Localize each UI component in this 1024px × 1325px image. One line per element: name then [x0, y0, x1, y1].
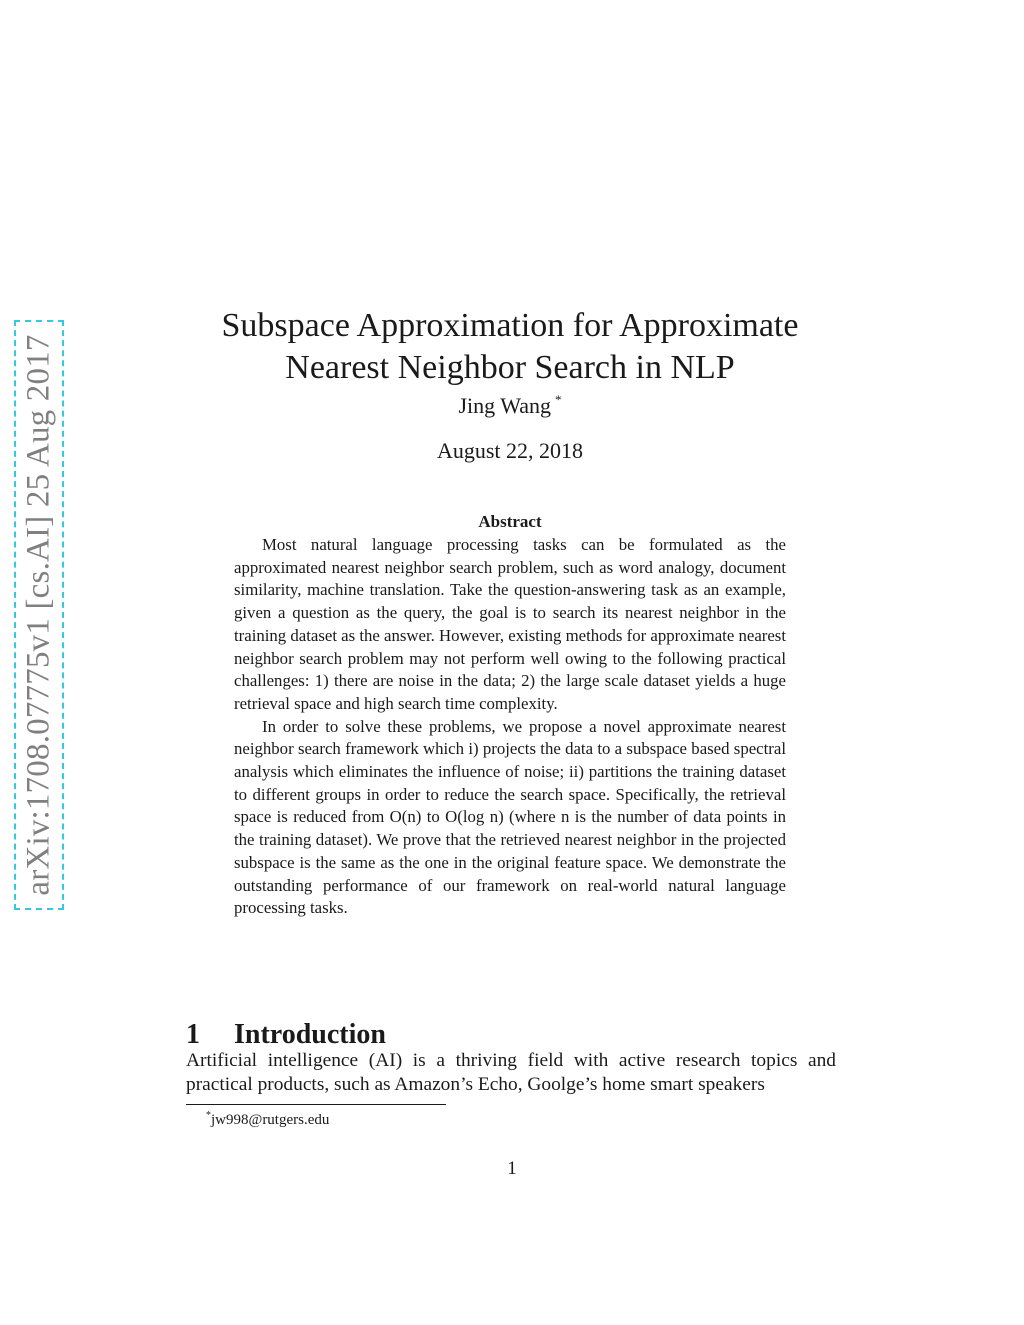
footnote — [206, 1110, 329, 1129]
section-number: 1 — [186, 1019, 200, 1051]
paper-title-line-1: Subspace Approximation for Approximate — [221, 306, 799, 344]
arxiv-identifier-text: arXiv:1708.07775v1 [cs.AI] 25 Aug 2017 — [20, 334, 57, 896]
introduction-paragraph: Artificial intelligence (AI) is a thriving field with active research topics and practical products, such as Amazon’s Echo, Goolge’s home smart speakers — [186, 1050, 836, 1095]
abstract-heading: Abstract — [478, 512, 542, 531]
paper-title — [150, 305, 870, 389]
section-title: Introduction — [234, 1019, 386, 1051]
abstract-body — [234, 534, 786, 920]
page-number: 1 — [507, 1158, 517, 1179]
introduction-body — [186, 1049, 836, 1097]
author-line — [300, 392, 720, 419]
section-heading-introduction — [186, 1019, 386, 1051]
arxiv-identifier-stamp — [14, 320, 64, 910]
paper-title-line-2: Nearest Neighbor Search in NLP — [285, 348, 735, 386]
author-name: Jing Wang — [458, 393, 552, 418]
abstract-paragraph-1: Most natural language processing tasks can be formulated as the approximated nearest neighbor search problem, such as word analogy, document similarity, machine translation. Take the question-answering task as an example, given a question as the query, the goal is to search its nearest neighbor in the training dataset as the answer. However, existing methods for approximate nearest neighbor search problem may not perform well owing to the following practical challenges: 1) there are noise in the data; 2) the large scale dataset yields a huge retrieval space and high search time complexity. — [234, 535, 787, 713]
paper-date: August 22, 2018 — [436, 438, 584, 463]
abstract-paragraph-2: In order to solve these problems, we propose a novel approximate nearest neighbor search framework which i) projects the data to a subspace based spectral analysis which eliminates the influence of noise; ii) partitions the training dataset to different groups in order to reduce the search space. Specifically, the retrieval space is reduced from O(n) to O(log n) (where n is the number of data points in the training dataset). We prove that the retrieved nearest neighbor in the projected subspace is the same as the one in the original feature space. We demonstrate the outstanding performance of our framework on real-world natural language processing tasks. — [234, 716, 786, 918]
author-footnote-mark: * — [555, 392, 562, 407]
footnote-mark: * — [206, 1110, 211, 1121]
footnote-email: jw998@rutgers.edu — [211, 1112, 330, 1128]
footnote-rule — [186, 1104, 446, 1105]
